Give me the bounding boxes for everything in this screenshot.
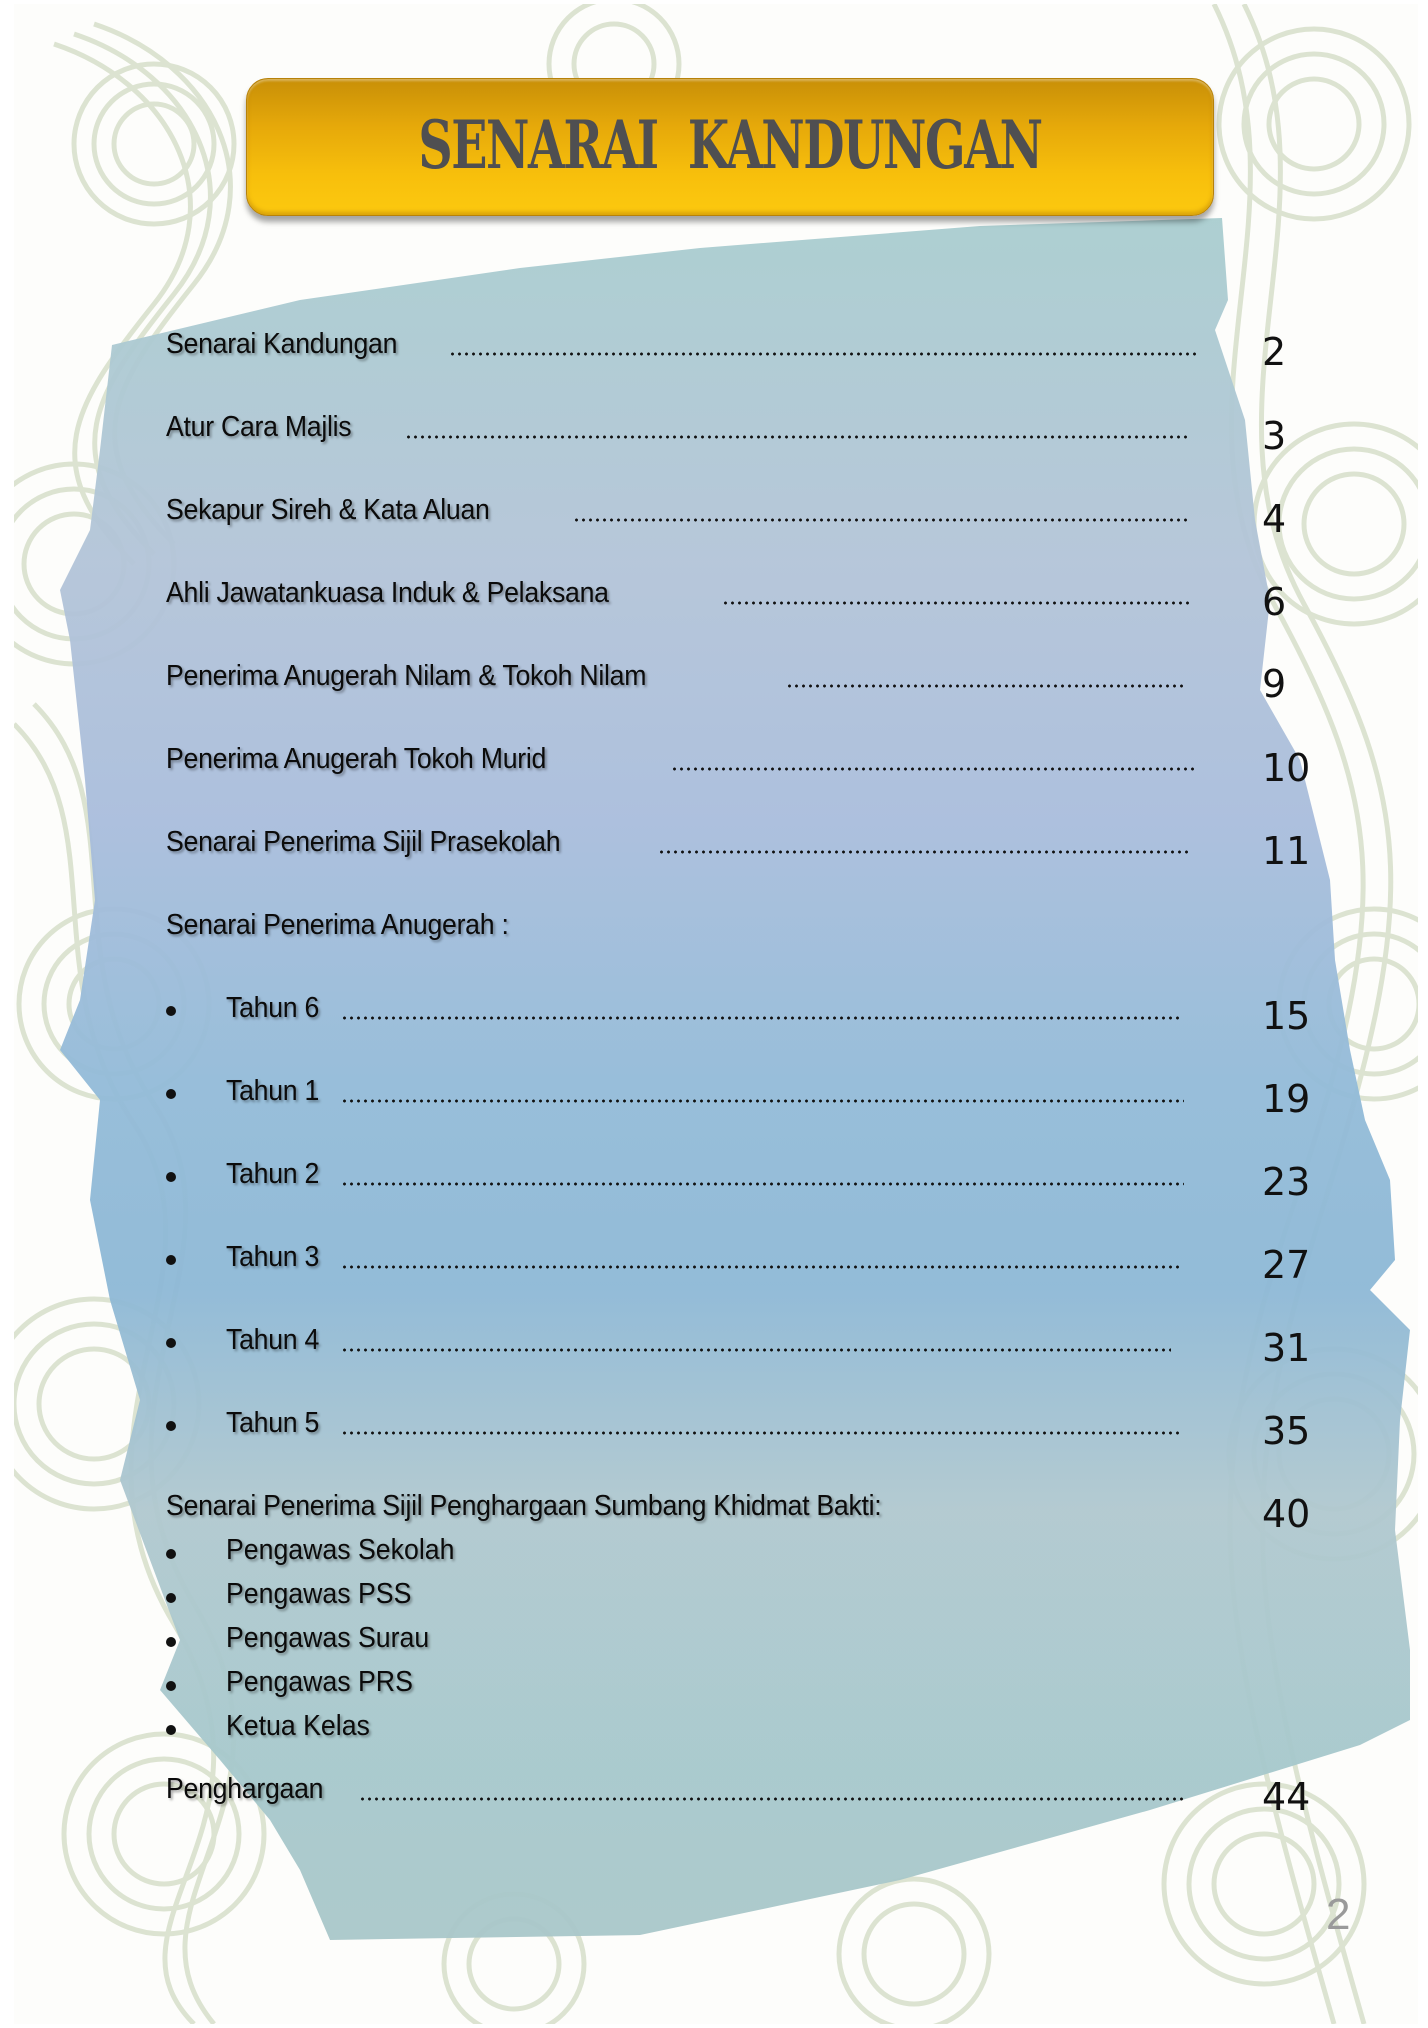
toc-entry-label: Sekapur Sireh & Kata Aluan	[166, 494, 490, 526]
toc-entry-atur-cara-majlis[interactable]	[166, 411, 1191, 455]
toc-entry-label: Ahli Jawatankuasa Induk & Pelaksana	[166, 577, 609, 609]
toc-entry-label: Tahun 5	[226, 1407, 320, 1439]
sub-item-pengawas-pss: Pengawas PSS	[226, 1578, 412, 1610]
toc-entry-label: Tahun 4	[226, 1324, 320, 1356]
toc-entry-senarai-kandungan[interactable]	[166, 328, 1196, 372]
toc-entry-label: Atur Cara Majlis	[166, 411, 352, 443]
toc-page-number: 9	[1262, 662, 1287, 706]
toc-page-number: 4	[1262, 497, 1287, 541]
toc-entry-ahli-jawatankuasa[interactable]	[166, 577, 1191, 621]
toc-entry-label: Tahun 2	[226, 1158, 320, 1190]
bullet-icon	[166, 1421, 180, 1435]
toc-entry-anugerah-nilam[interactable]	[166, 660, 1186, 704]
bullet-icon	[166, 1725, 180, 1739]
sub-item-pengawas-sekolah: Pengawas Sekolah	[226, 1534, 455, 1566]
page-number-footer: 2	[1326, 1890, 1351, 1939]
toc-awards-heading	[166, 909, 766, 953]
bullet-icon	[166, 1338, 180, 1352]
toc-page-number: 10	[1262, 746, 1311, 790]
sub-item-pengawas-surau: Pengawas Surau	[226, 1622, 430, 1654]
bullet-icon	[166, 1255, 180, 1269]
bullet-icon	[166, 1549, 180, 1563]
dot-leader	[405, 435, 1191, 439]
dot-leader	[341, 1348, 1171, 1352]
page-title: SENARAI KANDUNGAN	[418, 106, 1042, 184]
toc-page-number: 23	[1262, 1160, 1311, 1204]
sub-item-pengawas-prs: Pengawas PRS	[226, 1666, 413, 1698]
dot-leader	[359, 1797, 1186, 1801]
bullet-icon	[166, 1172, 180, 1186]
toc-entry-label: Penerima Anugerah Tokoh Murid	[166, 743, 547, 775]
toc-entry-label: Penerima Anugerah Nilam & Tokoh Nilam	[166, 660, 647, 692]
dot-leader	[341, 1182, 1184, 1186]
toc-entry-tahun-3[interactable]	[226, 1241, 1181, 1285]
dot-leader	[341, 1099, 1184, 1103]
toc-entry-label: Penghargaan	[166, 1773, 324, 1805]
bullet-icon	[166, 1006, 180, 1020]
toc-page-number: 19	[1262, 1077, 1311, 1121]
toc-page-number: 35	[1262, 1409, 1311, 1453]
dot-leader	[341, 1431, 1181, 1435]
dot-leader	[658, 850, 1191, 854]
toc-entry-tahun-2[interactable]	[226, 1158, 1184, 1202]
dot-leader	[573, 518, 1191, 522]
bullet-icon	[166, 1637, 180, 1651]
toc-entry-label: Senarai Penerima Sijil Prasekolah	[166, 826, 561, 858]
toc-page-number: 11	[1262, 829, 1311, 873]
toc-entry-sijil-prasekolah[interactable]	[166, 826, 1191, 870]
dot-leader	[722, 601, 1191, 605]
toc-entry-penghargaan[interactable]	[166, 1773, 1186, 1817]
toc-page-number: 2	[1262, 330, 1287, 374]
toc-entry-label: Tahun 6	[226, 992, 320, 1024]
dot-leader	[341, 1016, 1181, 1020]
toc-entry-label: Tahun 1	[226, 1075, 320, 1107]
bullet-icon	[166, 1681, 180, 1695]
sub-item-ketua-kelas: Ketua Kelas	[226, 1710, 370, 1742]
toc-page-number: 27	[1262, 1243, 1311, 1287]
toc-entry-label: Senarai Kandungan	[166, 328, 398, 360]
toc-entry-label: Senarai Penerima Sijil Penghargaan Sumbang Khidmat Bakti:	[166, 1490, 882, 1522]
toc-entry-tahun-1[interactable]	[226, 1075, 1184, 1119]
toc-entry-tahun-6[interactable]	[226, 992, 1181, 1036]
dot-leader	[671, 767, 1196, 771]
toc-entry-tahun-5[interactable]	[226, 1407, 1181, 1451]
dot-leader	[449, 352, 1196, 356]
toc-page-number: 15	[1262, 994, 1311, 1038]
toc-page-number: 44	[1262, 1775, 1311, 1819]
toc-entry-sumbang-khidmat-bakti[interactable]	[166, 1490, 1146, 1534]
toc-page-number: 3	[1262, 414, 1287, 458]
toc-entry-tokoh-murid[interactable]	[166, 743, 1196, 787]
dot-leader	[786, 684, 1186, 688]
bullet-icon	[166, 1593, 180, 1607]
section-heading: Senarai Penerima Anugerah :	[166, 909, 509, 941]
bullet-icon	[166, 1089, 180, 1103]
toc-page-number: 31	[1262, 1326, 1311, 1370]
toc-entry-tahun-4[interactable]	[226, 1324, 1171, 1368]
toc-entry-sekapur-sireh[interactable]	[166, 494, 1191, 538]
toc-page-number: 40	[1262, 1492, 1311, 1536]
toc-page-number: 6	[1262, 580, 1287, 624]
dot-leader	[341, 1265, 1181, 1269]
toc-entry-label: Tahun 3	[226, 1241, 320, 1273]
